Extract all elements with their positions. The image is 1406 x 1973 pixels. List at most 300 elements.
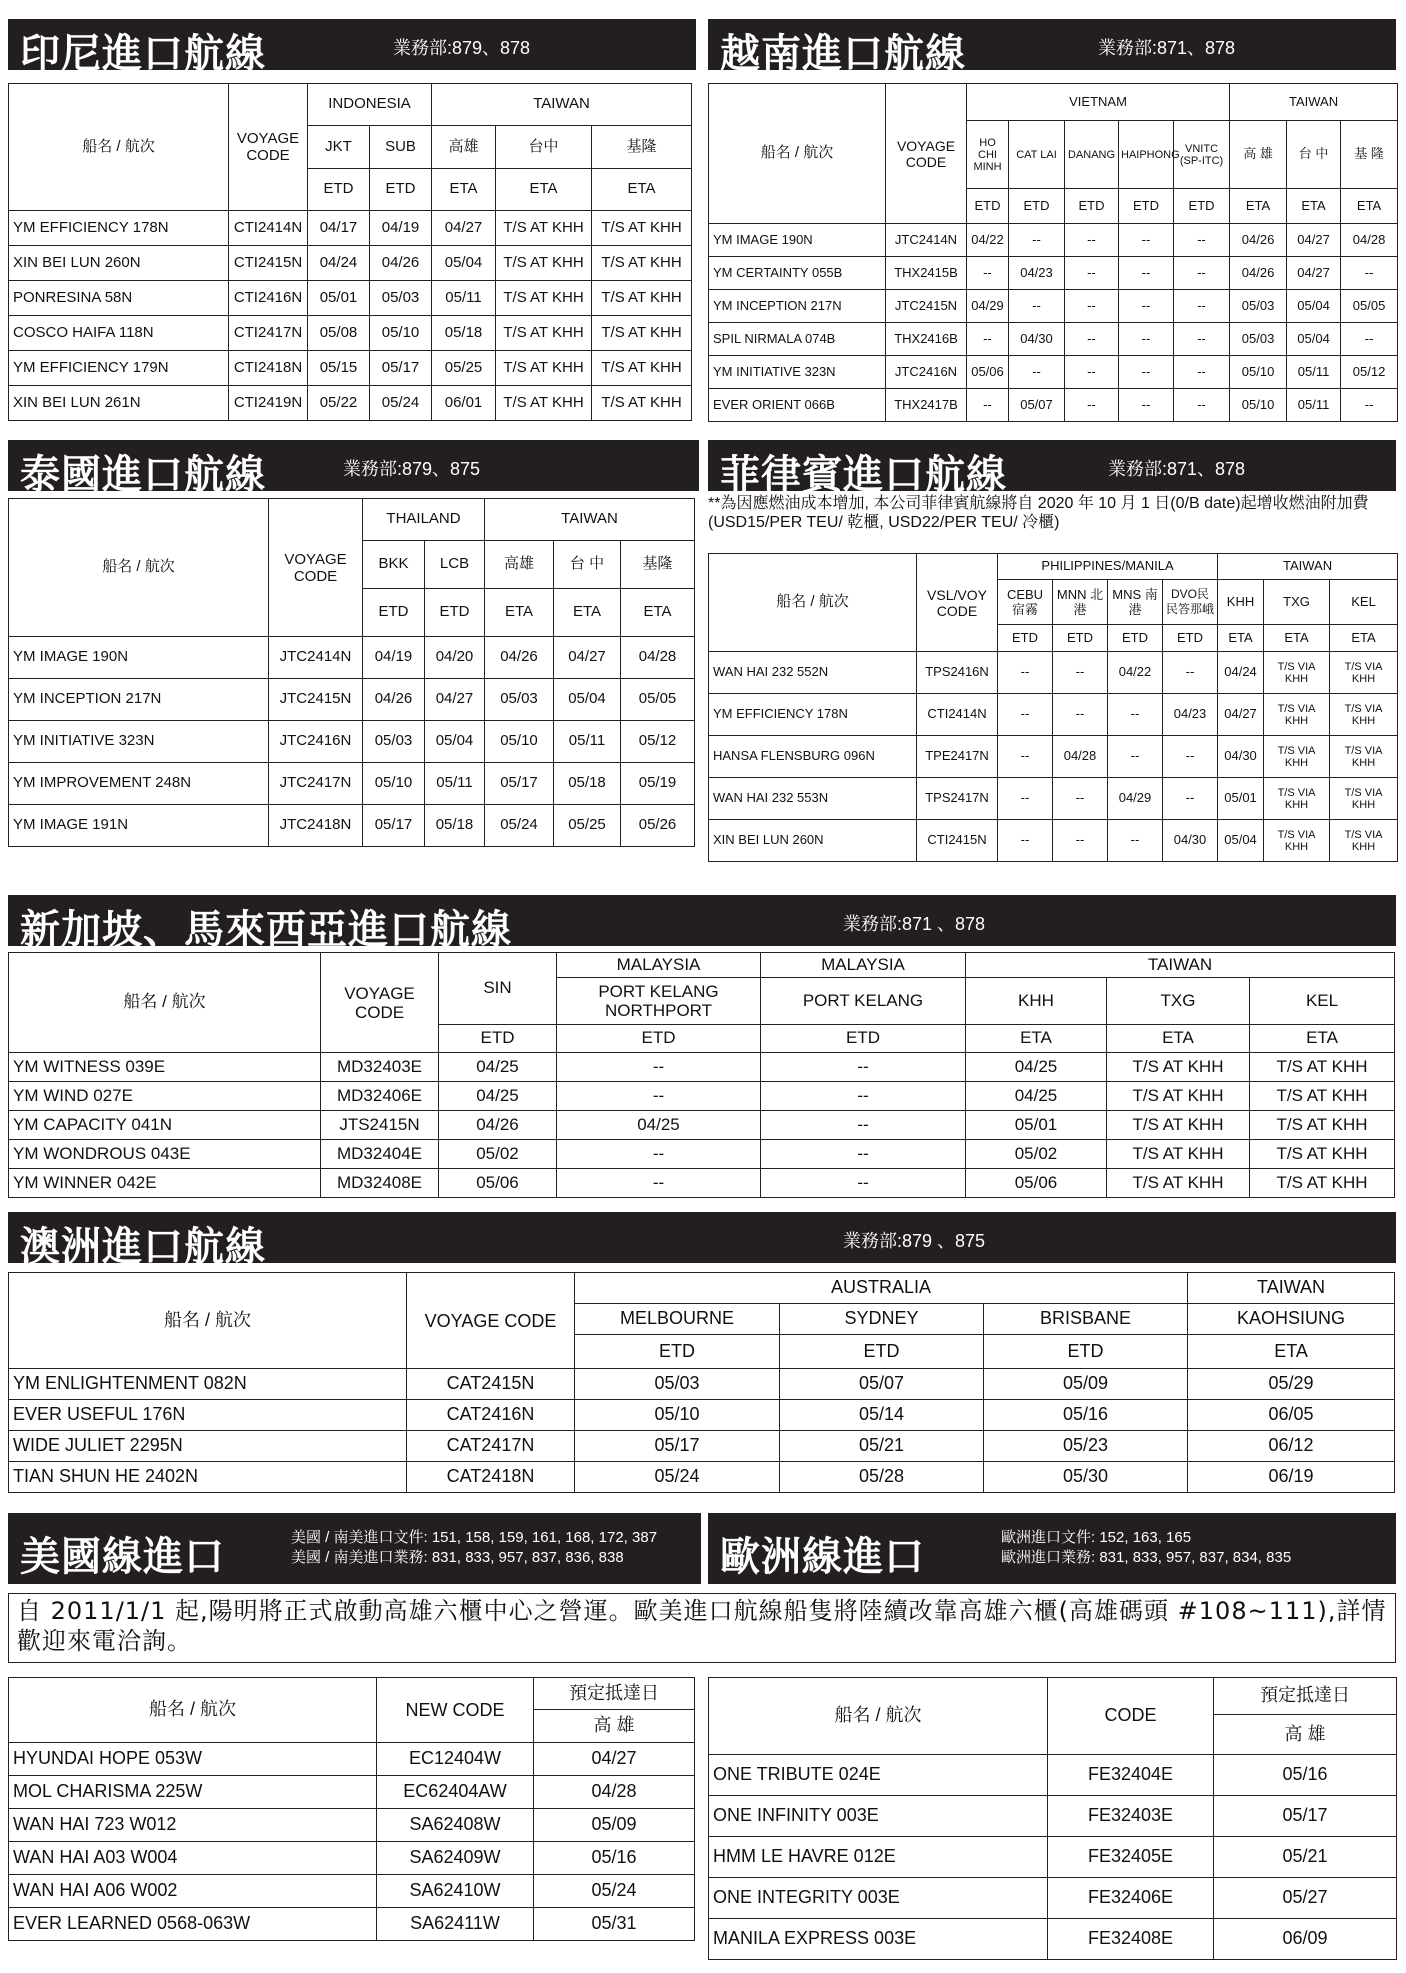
schedule-cell: 05/09 <box>984 1369 1188 1400</box>
schedule-cell: 05/16 <box>534 1842 695 1875</box>
header-cell: 預定抵達日 <box>534 1678 695 1710</box>
schedule-cell: -- <box>1108 694 1163 736</box>
header-cell: TXG <box>1264 580 1330 625</box>
schedule-cell: -- <box>557 1169 761 1198</box>
header-cell: TAIWAN <box>1188 1273 1395 1304</box>
header-cell: ETD <box>761 1025 966 1053</box>
vessel-name-cell: XIN BEI LUN 260N <box>9 246 229 281</box>
schedule-cell: 05/24 <box>575 1462 780 1493</box>
voyage-code-cell: CTI2417N <box>229 316 308 351</box>
schedule-cell: 04/26 <box>485 637 554 679</box>
schedule-cell: 05/04 <box>1287 323 1341 356</box>
schedule-cell: 04/26 <box>439 1111 557 1140</box>
australia-header <box>8 1212 1396 1270</box>
table-row <box>709 1878 1397 1919</box>
header-cell: ETA <box>485 589 554 637</box>
header-cell: ETA <box>592 169 692 211</box>
schedule-cell: -- <box>998 694 1053 736</box>
schedule-cell: 05/31 <box>534 1908 695 1941</box>
header-cell: SIN <box>439 953 557 1025</box>
schedule-cell: T/S AT KHH <box>1107 1140 1250 1169</box>
schedule-cell: 05/29 <box>1188 1369 1395 1400</box>
schedule-cell: T/S AT KHH <box>496 211 592 246</box>
schedule-cell: 05/10 <box>1230 356 1287 389</box>
header-cell: KEL <box>1330 580 1398 625</box>
table-row <box>709 736 1398 778</box>
schedule-cell: -- <box>1163 736 1218 778</box>
schedule-cell: T/S AT KHH <box>592 211 692 246</box>
header-cell: 台 中 <box>554 541 621 589</box>
vessel-name-cell: ONE INTEGRITY 003E <box>709 1878 1048 1919</box>
indonesia-table <box>8 83 692 421</box>
schedule-cell: T/S VIA KHH <box>1330 694 1398 736</box>
schedule-cell: 05/05 <box>1341 290 1398 323</box>
schedule-cell: -- <box>1009 224 1065 257</box>
header-cell: PHILIPPINES/MANILA <box>998 554 1218 580</box>
schedule-cell: T/S AT KHH <box>496 316 592 351</box>
voyage-code-cell: FE32404E <box>1048 1755 1214 1796</box>
header-cell: 預定抵達日 <box>1214 1678 1397 1715</box>
schedule-cell: T/S AT KHH <box>1250 1111 1395 1140</box>
voyage-code-cell: THX2416B <box>886 323 967 356</box>
philippines-rows <box>709 652 1398 862</box>
schedule-cell: 05/01 <box>1218 778 1264 820</box>
header-cell: LCB <box>425 541 485 589</box>
schedule-cell: 04/25 <box>557 1111 761 1140</box>
schedule-cell: 05/17 <box>575 1431 780 1462</box>
header-cell: CEBU 宿霧 <box>998 580 1053 625</box>
sgmy-title: 新加坡、馬來西亞進口航線 <box>20 907 512 953</box>
table-row <box>709 1796 1397 1837</box>
schedule-cell: -- <box>1065 389 1119 422</box>
schedule-cell: 05/03 <box>485 679 554 721</box>
voyage-code-cell: JTC2416N <box>269 721 363 763</box>
schedule-cell: 05/24 <box>485 805 554 847</box>
header-cell: ETA <box>1287 189 1341 224</box>
schedule-cell: 05/03 <box>370 281 432 316</box>
schedule-cell: T/S AT KHH <box>1107 1111 1250 1140</box>
schedule-cell: T/S AT KHH <box>592 246 692 281</box>
schedule-cell: 04/22 <box>967 224 1009 257</box>
header-cell: ETA <box>432 169 496 211</box>
schedule-cell: 04/26 <box>370 246 432 281</box>
header-cell: 高 雄 <box>1230 121 1287 189</box>
schedule-cell: 06/09 <box>1214 1919 1397 1960</box>
header-cell: VSL/VOY CODE <box>917 554 998 652</box>
usa-header <box>8 1513 701 1584</box>
schedule-cell: T/S AT KHH <box>592 351 692 386</box>
schedule-cell: -- <box>557 1082 761 1111</box>
australia-title: 澳洲進口航線 <box>20 1224 266 1270</box>
schedule-cell: T/S VIA KHH <box>1330 778 1398 820</box>
header-cell: ETA <box>1330 625 1398 652</box>
schedule-cell: -- <box>761 1053 966 1082</box>
voyage-code-cell: CTI2415N <box>229 246 308 281</box>
vessel-name-cell: ONE TRIBUTE 024E <box>709 1755 1048 1796</box>
schedule-cell: 05/23 <box>984 1431 1188 1462</box>
header-cell: VOYAGE CODE <box>321 953 439 1053</box>
schedule-cell: 05/10 <box>1230 389 1287 422</box>
schedule-cell: -- <box>1119 257 1174 290</box>
schedule-cell: 05/11 <box>432 281 496 316</box>
header-cell: DANANG <box>1065 121 1119 189</box>
header-cell: VOYAGE CODE <box>407 1273 575 1369</box>
usa-table <box>8 1677 695 1941</box>
schedule-cell: 05/03 <box>575 1369 780 1400</box>
schedule-cell: 05/08 <box>308 316 370 351</box>
schedule-cell: -- <box>1119 224 1174 257</box>
schedule-cell: 04/28 <box>1341 224 1398 257</box>
header-cell: ETD <box>1174 189 1230 224</box>
schedule-cell: -- <box>967 257 1009 290</box>
vessel-name-cell: YM ENLIGHTENMENT 082N <box>9 1369 407 1400</box>
schedule-cell: 05/03 <box>1230 323 1287 356</box>
thailand-title: 泰國進口航線 <box>20 452 266 498</box>
vessel-name-cell: HANSA FLENSBURG 096N <box>709 736 917 778</box>
table-row <box>9 351 692 386</box>
schedule-cell: 05/07 <box>780 1369 984 1400</box>
header-cell: MELBOURNE <box>575 1304 780 1335</box>
table-row <box>709 1919 1397 1960</box>
schedule-cell: 05/11 <box>554 721 621 763</box>
voyage-code-cell: CAT2418N <box>407 1462 575 1493</box>
indonesia-title: 印尼進口航線 <box>20 31 266 77</box>
schedule-cell: T/S AT KHH <box>496 351 592 386</box>
schedule-cell: T/S VIA KHH <box>1330 736 1398 778</box>
header-cell: ETD <box>1065 189 1119 224</box>
schedule-cell: 04/17 <box>308 211 370 246</box>
schedule-cell: 05/04 <box>554 679 621 721</box>
voyage-code-cell: JTC2414N <box>886 224 967 257</box>
schedule-cell: 04/25 <box>966 1053 1107 1082</box>
vessel-name-cell: YM EFFICIENCY 178N <box>709 694 917 736</box>
header-cell: 基 隆 <box>1341 121 1398 189</box>
schedule-cell: T/S AT KHH <box>592 316 692 351</box>
vessel-name-cell: ONE INFINITY 003E <box>709 1796 1048 1837</box>
vessel-name-cell: EVER LEARNED 0568-063W <box>9 1908 377 1941</box>
schedule-cell: 05/04 <box>432 246 496 281</box>
vessel-name-cell: YM INITIATIVE 323N <box>709 356 886 389</box>
schedule-cell: T/S AT KHH <box>496 246 592 281</box>
schedule-cell: -- <box>761 1169 966 1198</box>
schedule-cell: 04/30 <box>1163 820 1218 862</box>
schedule-cell: 05/21 <box>1214 1837 1397 1878</box>
philippines-dept: 業務部:871、878 <box>1108 459 1246 479</box>
schedule-cell: 05/10 <box>363 763 425 805</box>
voyage-code-cell: SA62408W <box>377 1809 534 1842</box>
schedule-cell: 04/22 <box>1108 652 1163 694</box>
vessel-name-cell: YM WIND 027E <box>9 1082 321 1111</box>
voyage-code-cell: JTS2415N <box>321 1111 439 1140</box>
table-row <box>9 679 695 721</box>
header-cell: ETD <box>1108 625 1163 652</box>
schedule-cell: 06/19 <box>1188 1462 1395 1493</box>
header-cell: PORT KELANG NORTHPORT <box>557 978 761 1025</box>
usa-ops: 美國 / 南美進口業務: 831, 833, 957, 837, 836, 838 <box>291 1549 624 1566</box>
indonesia-header <box>8 19 696 77</box>
table-row <box>9 763 695 805</box>
header-cell: ETD <box>575 1335 780 1369</box>
voyage-code-cell: JTC2415N <box>886 290 967 323</box>
vessel-name-cell: HMM LE HAVRE 012E <box>709 1837 1048 1878</box>
vessel-name-cell: TIAN SHUN HE 2402N <box>9 1462 407 1493</box>
voyage-code-cell: CAT2415N <box>407 1369 575 1400</box>
header-cell: ETA <box>1250 1025 1395 1053</box>
schedule-cell: 05/27 <box>1214 1878 1397 1919</box>
europe-docs: 歐洲進口文件: 152, 163, 165 <box>1001 1529 1192 1546</box>
voyage-code-cell: JTC2415N <box>269 679 363 721</box>
table-row <box>9 1169 1395 1198</box>
schedule-cell: 05/18 <box>554 763 621 805</box>
vessel-name-cell: YM WINNER 042E <box>9 1169 321 1198</box>
schedule-cell: 04/28 <box>1053 736 1108 778</box>
schedule-cell: 05/24 <box>534 1875 695 1908</box>
schedule-cell: T/S VIA KHH <box>1264 820 1330 862</box>
schedule-cell: 04/27 <box>1287 257 1341 290</box>
header-cell: 高 雄 <box>534 1710 695 1743</box>
header-cell: ETA <box>621 589 695 637</box>
schedule-cell: T/S AT KHH <box>496 386 592 421</box>
voyage-code-cell: SA62409W <box>377 1842 534 1875</box>
header-cell: ETA <box>554 589 621 637</box>
table-row <box>9 1842 695 1875</box>
header-cell: ETA <box>1188 1335 1395 1369</box>
schedule-cell: T/S AT KHH <box>1107 1053 1250 1082</box>
schedule-cell: 05/17 <box>363 805 425 847</box>
schedule-cell: 04/24 <box>308 246 370 281</box>
header-cell: BRISBANE <box>984 1304 1188 1335</box>
schedule-cell: -- <box>1119 323 1174 356</box>
table-row <box>709 323 1398 356</box>
schedule-cell: 04/29 <box>967 290 1009 323</box>
voyage-code-cell: THX2415B <box>886 257 967 290</box>
header-cell: MNS 南港 <box>1108 580 1163 625</box>
voyage-code-cell: CAT2416N <box>407 1400 575 1431</box>
vessel-name-cell: PONRESINA 58N <box>9 281 229 316</box>
header-cell: 船名 / 航次 <box>709 84 886 224</box>
schedule-cell: 04/23 <box>1163 694 1218 736</box>
vessel-name-cell: MOL CHARISMA 225W <box>9 1776 377 1809</box>
thailand-dept: 業務部:879、875 <box>343 459 481 479</box>
sgmy-header <box>8 895 1396 953</box>
schedule-cell: -- <box>998 778 1053 820</box>
schedule-cell: 05/01 <box>966 1111 1107 1140</box>
header-cell: ETD <box>1053 625 1108 652</box>
vessel-name-cell: EVER USEFUL 176N <box>9 1400 407 1431</box>
table-row <box>709 356 1398 389</box>
vessel-name-cell: XIN BEI LUN 260N <box>709 820 917 862</box>
schedule-cell: T/S AT KHH <box>592 386 692 421</box>
voyage-code-cell: CTI2414N <box>229 211 308 246</box>
table-row <box>9 316 692 351</box>
schedule-cell: 05/06 <box>967 356 1009 389</box>
schedule-cell: 05/01 <box>308 281 370 316</box>
schedule-cell: 05/21 <box>780 1431 984 1462</box>
vessel-name-cell: HYUNDAI HOPE 053W <box>9 1743 377 1776</box>
vietnam-rows <box>709 224 1398 422</box>
header-cell: 船名 / 航次 <box>9 1678 377 1743</box>
schedule-cell: -- <box>1053 778 1108 820</box>
table-row <box>9 1053 1395 1082</box>
schedule-cell: 05/02 <box>966 1140 1107 1169</box>
header-cell: DVO民 民答那峨 <box>1163 580 1218 625</box>
schedule-cell: -- <box>1065 323 1119 356</box>
schedule-cell: T/S AT KHH <box>1250 1053 1395 1082</box>
voyage-code-cell: TPS2417N <box>917 778 998 820</box>
schedule-cell: -- <box>1341 323 1398 356</box>
schedule-cell: 05/12 <box>1341 356 1398 389</box>
vessel-name-cell: YM IMAGE 190N <box>709 224 886 257</box>
schedule-cell: -- <box>761 1082 966 1111</box>
schedule-cell: -- <box>1053 652 1108 694</box>
header-cell: CODE <box>1048 1678 1214 1755</box>
schedule-cell: 04/27 <box>425 679 485 721</box>
vessel-name-cell: YM IMAGE 191N <box>9 805 269 847</box>
schedule-cell: 04/26 <box>1230 224 1287 257</box>
header-cell: TAIWAN <box>1218 554 1398 580</box>
sgmy-dept: 業務部:871 、878 <box>843 914 986 934</box>
header-cell: 基隆 <box>621 541 695 589</box>
schedule-cell: 04/28 <box>534 1776 695 1809</box>
table-row <box>709 652 1398 694</box>
schedule-cell: T/S VIA KHH <box>1330 652 1398 694</box>
vessel-name-cell: SPIL NIRMALA 074B <box>709 323 886 356</box>
header-cell: 船名 / 航次 <box>9 84 229 211</box>
sgmy-rows <box>9 1053 1395 1198</box>
header-cell: VOYAGE CODE <box>229 84 308 211</box>
header-cell: HO CHI MINH <box>967 121 1009 189</box>
header-cell: ETD <box>439 1025 557 1053</box>
header-cell: ETA <box>1264 625 1330 652</box>
voyage-code-cell: SA62410W <box>377 1875 534 1908</box>
header-cell: NEW CODE <box>377 1678 534 1743</box>
schedule-cell: 04/24 <box>1218 652 1264 694</box>
europe-table <box>708 1677 1397 1960</box>
schedule-cell: T/S AT KHH <box>496 281 592 316</box>
header-cell: TAIWAN <box>966 953 1395 978</box>
schedule-cell: 05/16 <box>984 1400 1188 1431</box>
voyage-code-cell: CTI2416N <box>229 281 308 316</box>
schedule-cell: 05/05 <box>621 679 695 721</box>
schedule-cell: 05/06 <box>966 1169 1107 1198</box>
vessel-name-cell: WAN HAI 723 W012 <box>9 1809 377 1842</box>
vessel-name-cell: YM EFFICIENCY 179N <box>9 351 229 386</box>
table-row <box>9 637 695 679</box>
schedule-cell: -- <box>557 1053 761 1082</box>
europe-title: 歐洲線進口 <box>720 1534 925 1580</box>
header-cell: 船名 / 航次 <box>9 953 321 1053</box>
table-row <box>709 778 1398 820</box>
schedule-cell: -- <box>1174 389 1230 422</box>
header-cell: KEL <box>1250 978 1395 1025</box>
header-cell: ETD <box>425 589 485 637</box>
schedule-cell: -- <box>761 1111 966 1140</box>
schedule-cell: 05/17 <box>1214 1796 1397 1837</box>
europe-rows <box>709 1755 1397 1960</box>
kaohsiung-notice: 自 2011/1/1 起,陽明將正式啟動高雄六櫃中心之營運。歐美進口航線船隻將陸續改靠高雄六櫃(高雄碼頭 #108~111),詳情歡迎來電洽詢。 <box>8 1593 1396 1663</box>
schedule-cell: 05/11 <box>1287 356 1341 389</box>
vietnam-header <box>708 19 1396 77</box>
schedule-cell: 05/30 <box>984 1462 1188 1493</box>
header-cell: ETA <box>1107 1025 1250 1053</box>
table-row <box>709 1837 1397 1878</box>
australia-rows <box>9 1369 1395 1493</box>
voyage-code-cell: JTC2416N <box>886 356 967 389</box>
header-cell: 船名 / 航次 <box>9 1273 407 1369</box>
voyage-code-cell: EC12404W <box>377 1743 534 1776</box>
schedule-cell: 04/20 <box>425 637 485 679</box>
vessel-name-cell: YM WITNESS 039E <box>9 1053 321 1082</box>
voyage-code-cell: TPE2417N <box>917 736 998 778</box>
header-cell: ETD <box>967 189 1009 224</box>
header-cell: 船名 / 航次 <box>709 554 917 652</box>
table-row <box>9 1140 1395 1169</box>
header-cell: 高雄 <box>485 541 554 589</box>
schedule-cell: -- <box>1341 389 1398 422</box>
table-row <box>9 1809 695 1842</box>
schedule-cell: 05/03 <box>1230 290 1287 323</box>
schedule-cell: 04/27 <box>1287 224 1341 257</box>
philippines-title: 菲律賓進口航線 <box>720 452 1007 498</box>
header-cell: JKT <box>308 126 370 169</box>
voyage-code-cell: MD32403E <box>321 1053 439 1082</box>
voyage-code-cell: CTI2418N <box>229 351 308 386</box>
vessel-name-cell: YM EFFICIENCY 178N <box>9 211 229 246</box>
schedule-cell: 05/18 <box>425 805 485 847</box>
header-cell: ETD <box>1009 189 1065 224</box>
header-cell: ETA <box>966 1025 1107 1053</box>
table-row <box>9 1082 1395 1111</box>
header-cell: 台 中 <box>1287 121 1341 189</box>
schedule-cell: 05/14 <box>780 1400 984 1431</box>
voyage-code-cell: JTC2414N <box>269 637 363 679</box>
schedule-cell: 05/04 <box>425 721 485 763</box>
header-cell: KHH <box>1218 580 1264 625</box>
header-cell: ETA <box>1230 189 1287 224</box>
header-cell: THAILAND <box>363 499 485 541</box>
thailand-table <box>8 498 695 847</box>
voyage-code-cell: FE32403E <box>1048 1796 1214 1837</box>
header-cell: AUSTRALIA <box>575 1273 1188 1304</box>
table-row <box>9 1908 695 1941</box>
schedule-cell: 04/26 <box>363 679 425 721</box>
indonesia-dept: 業務部:879、878 <box>393 38 531 58</box>
thailand-header <box>8 440 699 498</box>
vessel-name-cell: XIN BEI LUN 261N <box>9 386 229 421</box>
vessel-name-cell: MANILA EXPRESS 003E <box>709 1919 1048 1960</box>
schedule-cell: -- <box>1065 224 1119 257</box>
schedule-cell: -- <box>1174 290 1230 323</box>
schedule-cell: T/S AT KHH <box>1250 1140 1395 1169</box>
schedule-cell: 04/30 <box>1218 736 1264 778</box>
vietnam-title: 越南進口航線 <box>720 31 966 77</box>
header-cell: PORT KELANG <box>761 978 966 1025</box>
header-cell: ETD <box>998 625 1053 652</box>
schedule-cell: T/S VIA KHH <box>1264 694 1330 736</box>
header-cell: ETD <box>780 1335 984 1369</box>
schedule-cell: 05/09 <box>534 1809 695 1842</box>
schedule-cell: 04/25 <box>966 1082 1107 1111</box>
vessel-name-cell: COSCO HAIFA 118N <box>9 316 229 351</box>
schedule-cell: 05/26 <box>621 805 695 847</box>
schedule-cell: 04/26 <box>1230 257 1287 290</box>
schedule-cell: 05/28 <box>780 1462 984 1493</box>
vessel-name-cell: WAN HAI A06 W002 <box>9 1875 377 1908</box>
usa-docs: 美國 / 南美進口文件: 151, 158, 159, 161, 168, 172, 387 <box>291 1529 658 1546</box>
voyage-code-cell: CTI2419N <box>229 386 308 421</box>
schedule-cell: 05/25 <box>432 351 496 386</box>
voyage-code-cell: MD32404E <box>321 1140 439 1169</box>
